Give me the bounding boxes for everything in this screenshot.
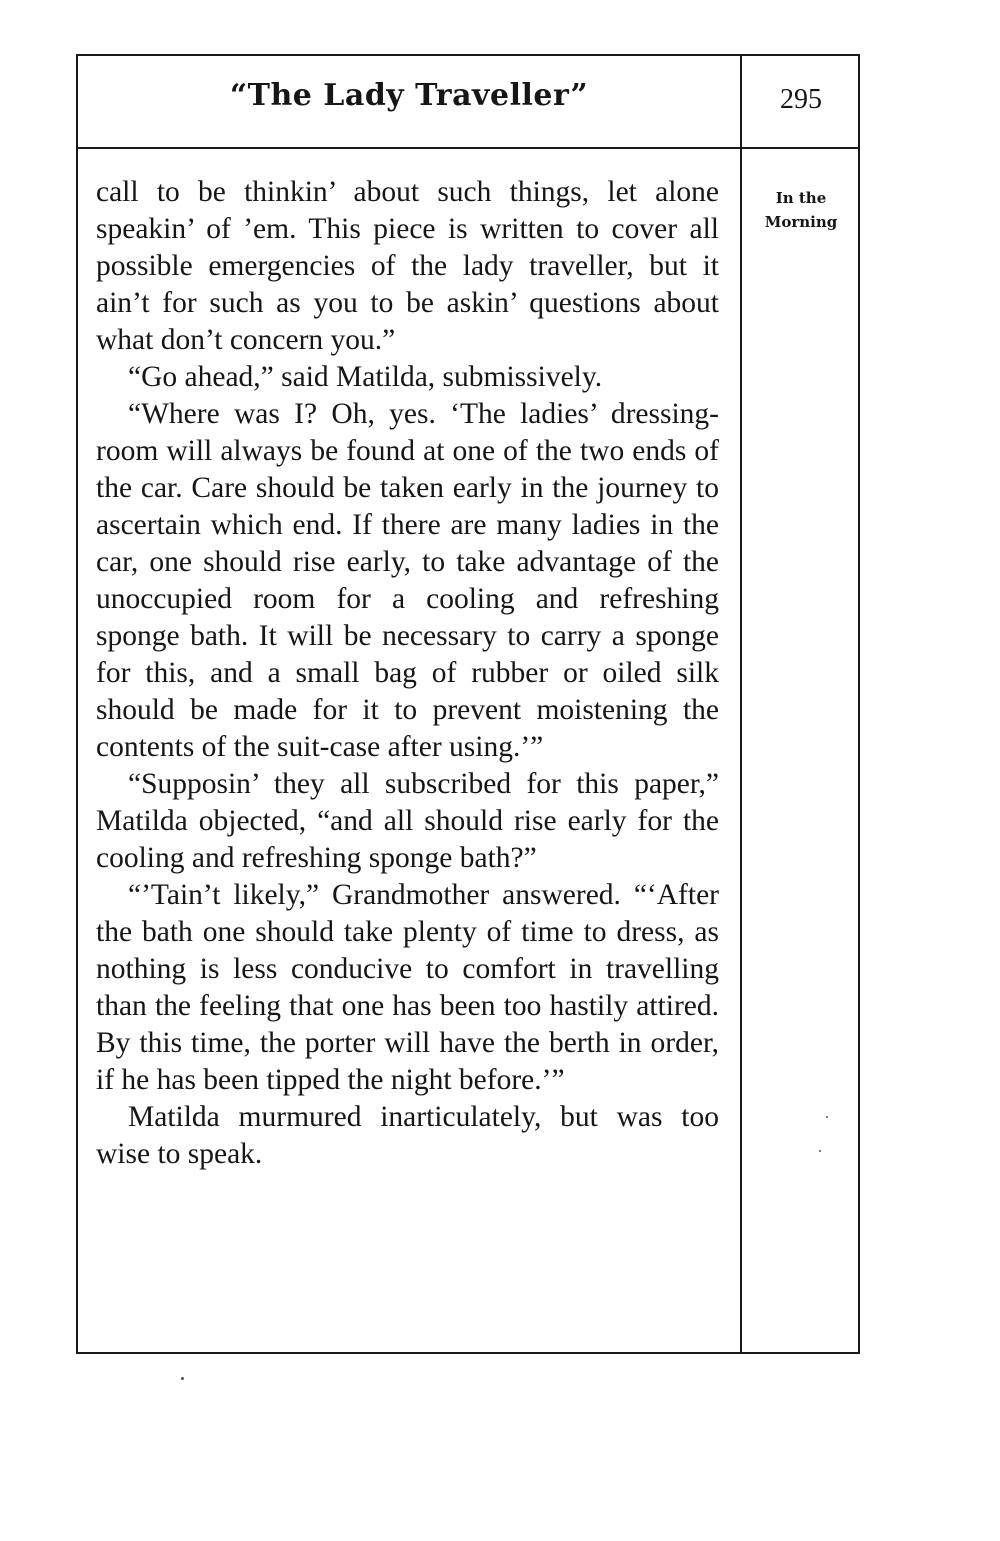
running-title: “The Lady Traveller” xyxy=(229,78,589,113)
paragraph: “Go ahead,” said Matilda, submissively. xyxy=(128,361,603,393)
paragraph: Matilda murmured inarticulately, but was too wise to speak. xyxy=(96,1101,719,1170)
header-rule xyxy=(76,147,860,149)
page-number: 295 xyxy=(780,84,822,115)
body-text xyxy=(96,174,719,1173)
print-speck xyxy=(181,1377,184,1380)
margin-note-line: Morning xyxy=(764,213,838,231)
paragraph: “Where was I? Oh, yes. ‘The ladies’ dressing-room will always be found at one of the two ends of the car. Care should be taken early in the journey to ascertain which end. If there are many ladies in the car, one should rise early, to take advantage of the unoccupied room for a cooling and refreshing sponge bath. It will be necessary to carry a sponge for this, and a small bag of rubber or oiled silk should be made for it to prevent moistening the contents of the suit-case after using.’” xyxy=(96,398,719,763)
margin-column-divider xyxy=(740,54,742,1354)
margin-note-line: In the xyxy=(775,189,827,207)
print-speck xyxy=(819,1150,821,1152)
paragraph: “’Tain’t likely,” Grandmother answered. “‘After the bath one should take plenty of time to dress, as nothing is less conducive to comfort in travelling than the feeling that one has been too hastily attired. By this time, the porter will have the berth in order, if he has been tipped the night before.’” xyxy=(96,879,719,1096)
paragraph: call to be thinkin’ about such things, let alone speakin’ of ’em. This piece is written to cover all possible emergencies of the lady traveller, but it ain’t for such as you to be askin’ questions about what don’t concern you.” xyxy=(96,176,719,356)
paragraph: “Supposin’ they all subscribed for this paper,” Matilda objected, “and all should rise early for the cooling and refreshing sponge bath?” xyxy=(96,768,719,874)
margin-note xyxy=(746,186,856,234)
print-speck xyxy=(826,1116,828,1118)
